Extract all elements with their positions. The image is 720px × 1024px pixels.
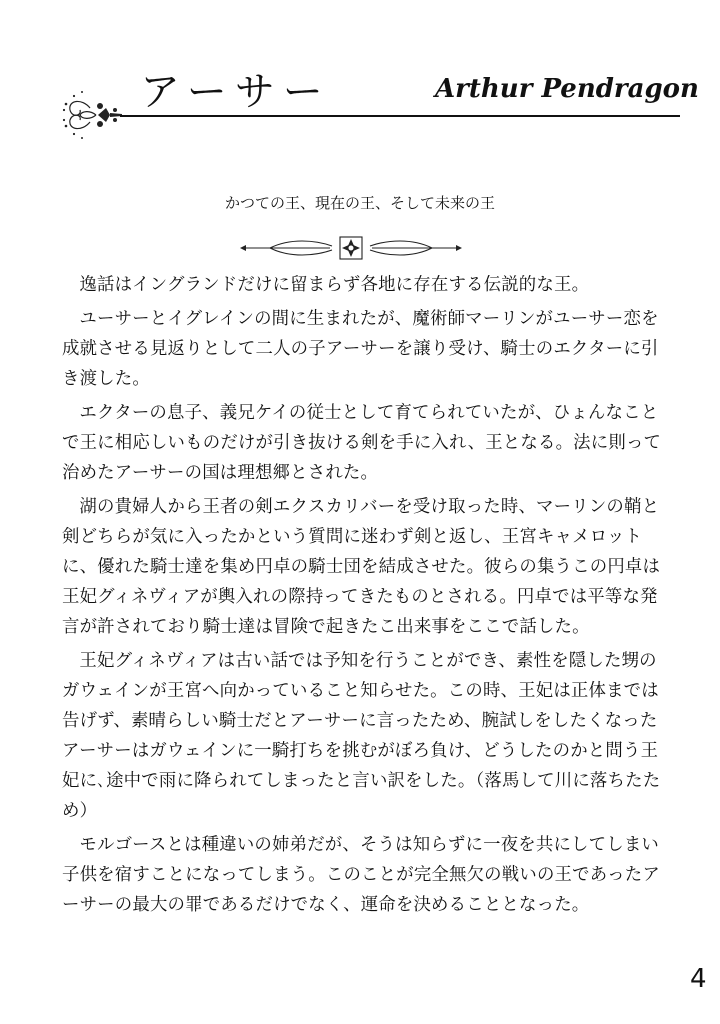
divider-ornament-icon	[240, 234, 462, 262]
page-number: 4	[690, 964, 707, 994]
header-divider	[120, 115, 680, 117]
paragraph: モルゴースとは種違いの姉弟だが、そうは知らずに一夜を共にしてしまい子供を宿すことになってしまう。このことが完全無欠の戦いの王であったアーサーの最大の罪であるだけでなく、運命を決めることとなった。	[62, 835, 660, 915]
subtitle: かつての王、現在の王、そして未来の王	[224, 194, 495, 212]
article-body	[62, 270, 662, 924]
paragraph: ユーサーとイグレインの間に生まれたが、魔術師マーリンがユーサー恋を成就させる見返りとして二人の子アーサーを譲り受け、騎士のエクターに引き渡した。	[62, 309, 659, 389]
paragraph: 逸話はイングランドだけに留まらず各地に存在する伝説的な王。	[79, 275, 590, 295]
page-header	[0, 0, 720, 160]
page-title-english: Arthur Pendragon	[435, 74, 699, 104]
paragraph: 王妃グィネヴィアは古い話では予知を行うことができ、素性を隠した甥のガウェインが王宮へ向かっていること知らせた。この時、王妃は正体までは告げず、素晴らしい騎士だとアーサーに言ったため、腕試しをしたくなったアーサーはガウェインに一騎打ちを挑むがぼろ負け、どうしたのかと問う王妃に､途中で雨に降られてしまったと言い訳をした。（落馬して川に落ちたため）	[62, 651, 661, 821]
paragraph: エクターの息子、義兄ケイの従士として育てられていたが、ひょんなことで王に相応しいものだけが引き抜ける剣を手に入れ、王となる。法に則って治めたアーサーの国は理想郷とされた。	[62, 403, 662, 483]
page-title: アーサー	[140, 69, 331, 115]
paragraph: 湖の貴婦人から王者の剣エクスカリバーを受け取った時、マーリンの鞘と剣どちらが気に入ったかという質問に迷わず剣と返し、王宮キャメロットに、優れた騎士達を集め円卓の騎士団を結成させた。彼らの集うこの円卓は王妃グィネヴィアが輿入れの際持ってきたものとされる。円卓では平等な発言が許されており騎士達は冒険で起きたこ出来事をここで話した。	[62, 497, 661, 637]
